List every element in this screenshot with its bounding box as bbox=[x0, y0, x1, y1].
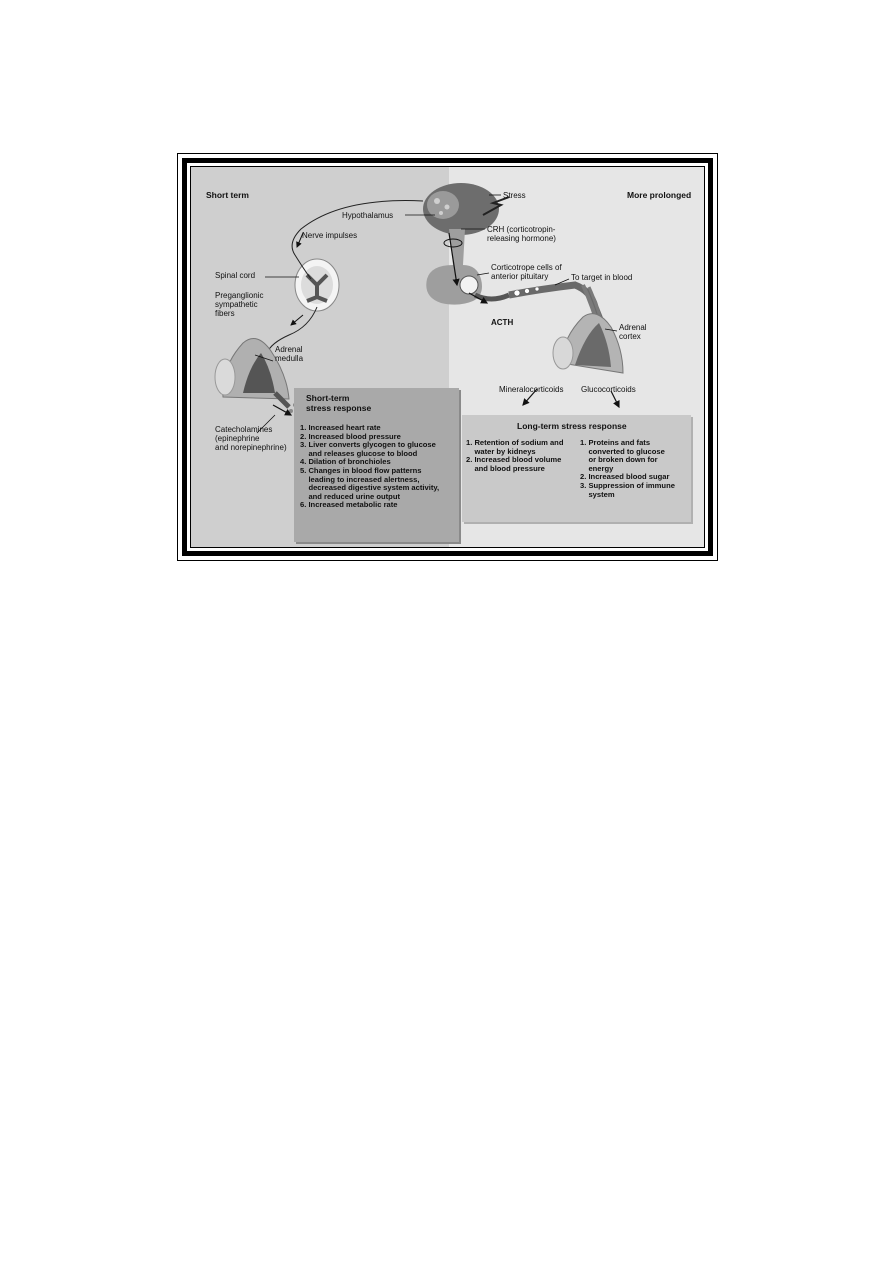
label-acth: ACTH bbox=[491, 318, 514, 327]
short-term-response-list bbox=[300, 424, 439, 510]
list-item: 1. Increased heart rate bbox=[300, 423, 381, 432]
list-item: 1. Proteins and fats converted to glucose or broken down for energy bbox=[580, 438, 665, 473]
long-term-box-title: Long-term stress response bbox=[517, 421, 627, 431]
short-term-box-title: Short-term stress response bbox=[306, 393, 372, 413]
list-item: 2. Increased blood volume and blood pressure bbox=[466, 455, 562, 473]
label-preganglionic-fibers: Preganglionic sympathetic fibers bbox=[215, 291, 264, 318]
label-adrenal-cortex: Adrenal cortex bbox=[619, 323, 647, 341]
header-more-prolonged: More prolonged bbox=[627, 190, 692, 200]
label-mineralocorticoids: Mineralocorticoids bbox=[499, 385, 564, 394]
long-term-response-box bbox=[462, 415, 691, 522]
list-item: 3. Liver converts glycogen to glucose and releases glucose to blood bbox=[300, 440, 436, 458]
list-item: 2. Increased blood pressure bbox=[300, 431, 401, 441]
label-to-target-in-blood: To target in blood bbox=[571, 273, 633, 282]
list-item: 1. Retention of sodium and water by kidneys bbox=[466, 438, 564, 456]
figure-frame bbox=[177, 153, 718, 561]
mineralocorticoid-effects-list bbox=[466, 439, 563, 473]
list-item: 3. Suppression of immune system bbox=[580, 480, 675, 499]
label-spinal-cord: Spinal cord bbox=[215, 271, 256, 280]
label-nerve-impulses: Nerve impulses bbox=[302, 231, 358, 240]
header-short-term: Short term bbox=[206, 190, 249, 200]
label-crh: CRH (corticotropin- releasing hormone) bbox=[487, 225, 556, 243]
label-corticotrope-cells: Corticotrope cells of anterior pituitary bbox=[491, 263, 562, 281]
list-item: 5. Changes in blood flow patterns leading to increased alertness, decreased digestive system activity, and reduced urine output bbox=[300, 465, 440, 501]
label-catecholamines: Catecholamines (epinephrine and norepinephrine) bbox=[215, 425, 287, 452]
glucocorticoid-effects-list bbox=[580, 439, 675, 499]
list-item: 4. Dilation of bronchioles bbox=[300, 457, 391, 467]
spinal-cord-illustration bbox=[295, 259, 339, 311]
list-item: 6. Increased metabolic rate bbox=[300, 500, 398, 510]
list-item: 2. Increased blood sugar bbox=[580, 472, 670, 482]
label-hypothalamus: Hypothalamus bbox=[342, 211, 394, 220]
figure-border bbox=[182, 158, 713, 556]
short-term-response-box bbox=[294, 388, 459, 542]
label-adrenal-medulla: Adrenal medulla bbox=[275, 345, 304, 363]
label-stress: Stress bbox=[503, 191, 526, 200]
label-glucocorticoids: Glucocorticoids bbox=[581, 385, 636, 394]
adrenal-cortex-illustration bbox=[553, 314, 623, 373]
stress-response-diagram bbox=[190, 166, 705, 548]
